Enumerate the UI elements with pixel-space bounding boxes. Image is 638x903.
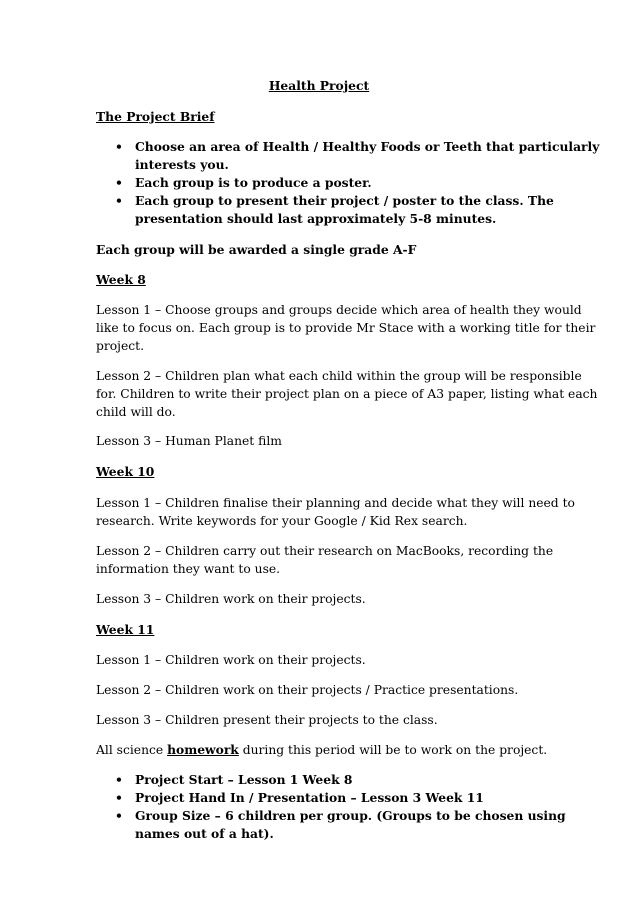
homework-word: homework (167, 742, 239, 757)
lesson-line: for. Children to write their project plan on a piece of A3 paper, listing what each (96, 387, 598, 401)
lesson-line: Lesson 1 – Choose groups and groups decide which area of health they would (96, 303, 582, 317)
lesson-line: Lesson 3 – Children work on their projects. (96, 592, 366, 606)
summary-bullet-line: Group Size – 6 children per group. (Groups to be chosen using (135, 808, 566, 823)
homework-before: All science (96, 743, 168, 757)
homework-note (96, 741, 547, 759)
page-title: Health Project (268, 78, 370, 93)
lesson-line: Lesson 1 – Children work on their projects. (96, 653, 366, 667)
summary-bullet-line: Project Start – Lesson 1 Week 8 (135, 772, 353, 787)
lesson-line: Lesson 3 – Children present their projects to the class. (96, 713, 438, 727)
lesson-line: Lesson 3 – Human Planet film (96, 434, 282, 448)
summary-bullet-line: names out of a hat). (135, 826, 274, 841)
lesson-line: research. Write keywords for your Google / Kid Rex search. (96, 514, 468, 528)
lesson-line: information they want to use. (96, 562, 281, 576)
week-heading: Week 10 (96, 464, 155, 479)
bullet-icon: • (115, 772, 123, 787)
bullet-icon: • (115, 790, 123, 805)
grade-note: Each group will be awarded a single grade A-F (96, 242, 417, 257)
lesson-line: like to focus on. Each group is to provide Mr Stace with a working title for their (96, 321, 596, 335)
brief-bullet-line: interests you. (135, 157, 229, 172)
brief-heading: The Project Brief (96, 109, 215, 124)
brief-bullet-line: Each group to present their project / poster to the class. The (135, 193, 554, 208)
brief-bullet-line: presentation should last approximately 5-8 minutes. (135, 211, 497, 226)
lesson-line: Lesson 2 – Children work on their projects / Practice presentations. (96, 683, 519, 697)
lesson-line: child will do. (96, 405, 176, 419)
brief-bullet-line: Choose an area of Health / Healthy Foods or Teeth that particularly (135, 139, 600, 154)
bullet-icon: • (115, 193, 123, 208)
lesson-line: Lesson 2 – Children plan what each child within the group will be responsible (96, 369, 582, 383)
lesson-line: project. (96, 339, 144, 353)
week-heading: Week 8 (96, 272, 146, 287)
bullet-icon: • (115, 808, 123, 823)
bullet-icon: • (115, 139, 123, 154)
homework-after: during this period will be to work on the project. (238, 743, 548, 757)
lesson-line: Lesson 1 – Children finalise their planning and decide what they will need to (96, 496, 575, 510)
week-heading: Week 11 (96, 622, 155, 637)
summary-bullet-line: Project Hand In / Presentation – Lesson 3 Week 11 (135, 790, 484, 805)
brief-bullet-line: Each group is to produce a poster. (135, 175, 372, 190)
lesson-line: Lesson 2 – Children carry out their research on MacBooks, recording the (96, 544, 554, 558)
bullet-icon: • (115, 175, 123, 190)
